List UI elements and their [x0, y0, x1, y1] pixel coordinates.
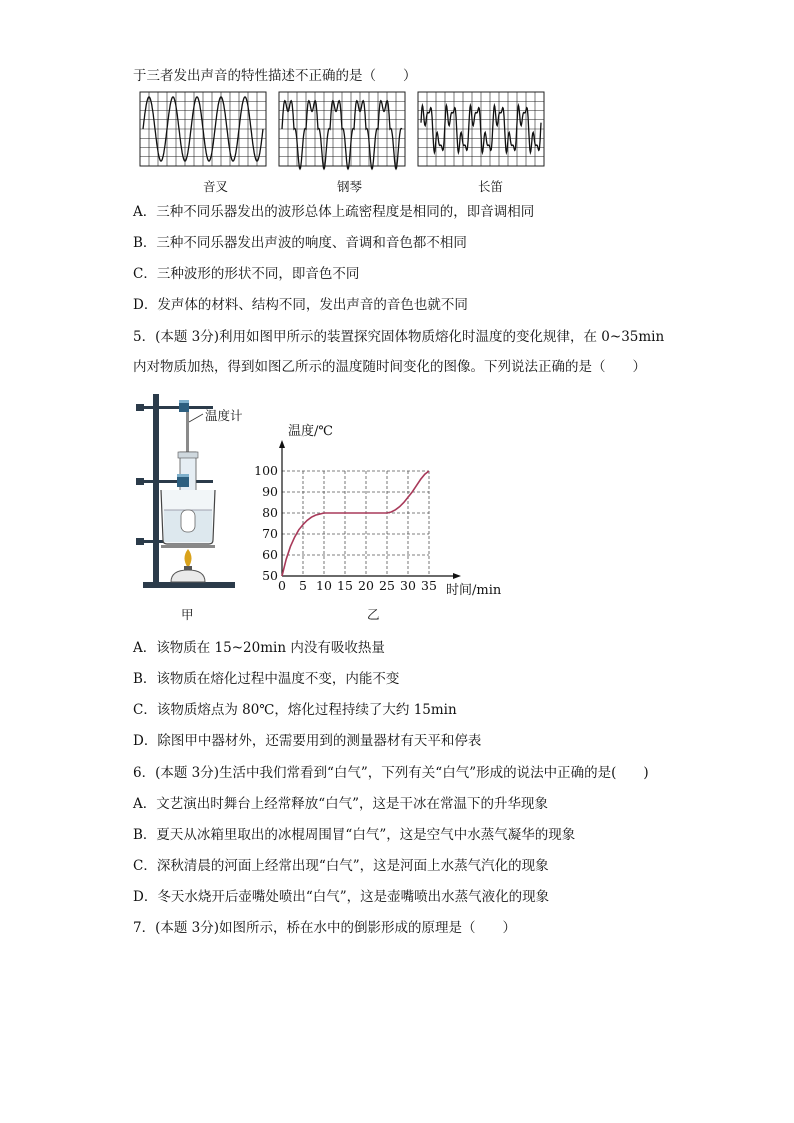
q7-stem: 7．(本题 3分)如图所示，桥在水中的倒影形成的原理是（ ） [133, 920, 517, 936]
q5-option-b[interactable]: B．该物质在熔化过程中温度不变，内能不变 [133, 671, 400, 687]
x-tick-label: 35 [421, 578, 437, 593]
wave-caption-piano: 钢琴 [337, 179, 363, 194]
temperature-curve [282, 471, 429, 576]
wave-caption-tuning-fork: 音叉 [203, 179, 229, 194]
x-tick-label: 10 [316, 578, 332, 593]
q6-option-b[interactable]: B．夏天从冰箱里取出的冰棍周围冒“白气”，这是空气中水蒸气凝华的现象 [133, 827, 576, 843]
y-tick-label: 50 [262, 568, 278, 583]
figure-yi-label: 乙 [367, 607, 380, 622]
q6-option-a[interactable]: A．文艺演出时舞台上经常释放“白气”，这是干冰在常温下的升华现象 [133, 796, 549, 812]
stand-arm-top [143, 406, 213, 409]
thermometer-label: 温度计 [205, 408, 243, 423]
waveform-flute [418, 92, 544, 166]
temperature-time-chart [254, 412, 520, 612]
x-tick-label: 30 [400, 578, 416, 593]
y-axis-label: 温度/℃ [288, 424, 333, 439]
x-tick-label: 20 [358, 578, 374, 593]
q6-option-c[interactable]: C．深秋清晨的河面上经常出现“白气”，这是河面上水蒸气汽化的现象 [133, 858, 549, 874]
apparatus-figure [133, 392, 263, 602]
y-tick-label: 70 [262, 526, 278, 541]
x-tick-label: 5 [299, 578, 307, 593]
wave-caption-flute: 长笛 [478, 179, 504, 194]
x-tick-label: 15 [337, 578, 353, 593]
y-axis-arrow [279, 440, 285, 448]
q4-stem-tail: 于三者发出声音的特性描述不正确的是（ ） [133, 68, 417, 84]
y-tick-label: 100 [254, 463, 278, 478]
figure-jia-label: 甲 [181, 607, 194, 622]
q4-option-a[interactable]: A．三种不同乐器发出的波形总体上疏密程度是相同的，即音调相同 [133, 204, 535, 220]
y-tick-label: 60 [262, 547, 278, 562]
q5-option-a[interactable]: A．该物质在 15~20min 内没有吸收热量 [133, 640, 385, 656]
q6-option-d[interactable]: D．冬天水烧开后壶嘴处喷出“白气”，这是壶嘴喷出水蒸气液化的现象 [133, 889, 550, 905]
waveform-tuning-fork [140, 92, 266, 166]
q4-option-b[interactable]: B．三种不同乐器发出声波的响度、音调和音色都不相同 [133, 235, 467, 251]
x-tick-label: 25 [379, 578, 395, 593]
q5-option-d[interactable]: D．除图甲中器材外，还需要用到的测量器材有天平和停表 [133, 733, 482, 749]
x-axis-arrow [453, 573, 461, 579]
q4-option-c[interactable]: C．三种波形的形状不同，即音色不同 [133, 266, 360, 282]
alcohol-burner [171, 570, 205, 582]
q5-stem-line1: 5．(本题 3分)利用如图甲所示的装置探究固体物质熔化时温度的变化规律，在 0~35min [133, 329, 665, 345]
waveform-piano [279, 92, 405, 169]
x-axis-label: 时间/min [446, 583, 502, 598]
flame [185, 549, 192, 568]
stand-pole [153, 394, 159, 584]
q5-stem-line2: 内对物质加热，得到如图乙所示的温度随时间变化的图像。下列说法正确的是（ ） [133, 359, 646, 375]
q4-option-d[interactable]: D．发声体的材料、结构不同，发出声音的音色也就不同 [133, 297, 468, 313]
q5-option-c[interactable]: C．该物质熔点为 80℃，熔化过程持续了大约 15min [133, 702, 457, 718]
y-tick-label: 80 [262, 505, 278, 520]
q6-stem: 6．(本题 3分)生活中我们常看到“白气”，下列有关“白气”形成的说法中正确的是( ) [133, 765, 649, 781]
x-tick-label: 0 [278, 578, 286, 593]
y-tick-label: 90 [262, 484, 278, 499]
